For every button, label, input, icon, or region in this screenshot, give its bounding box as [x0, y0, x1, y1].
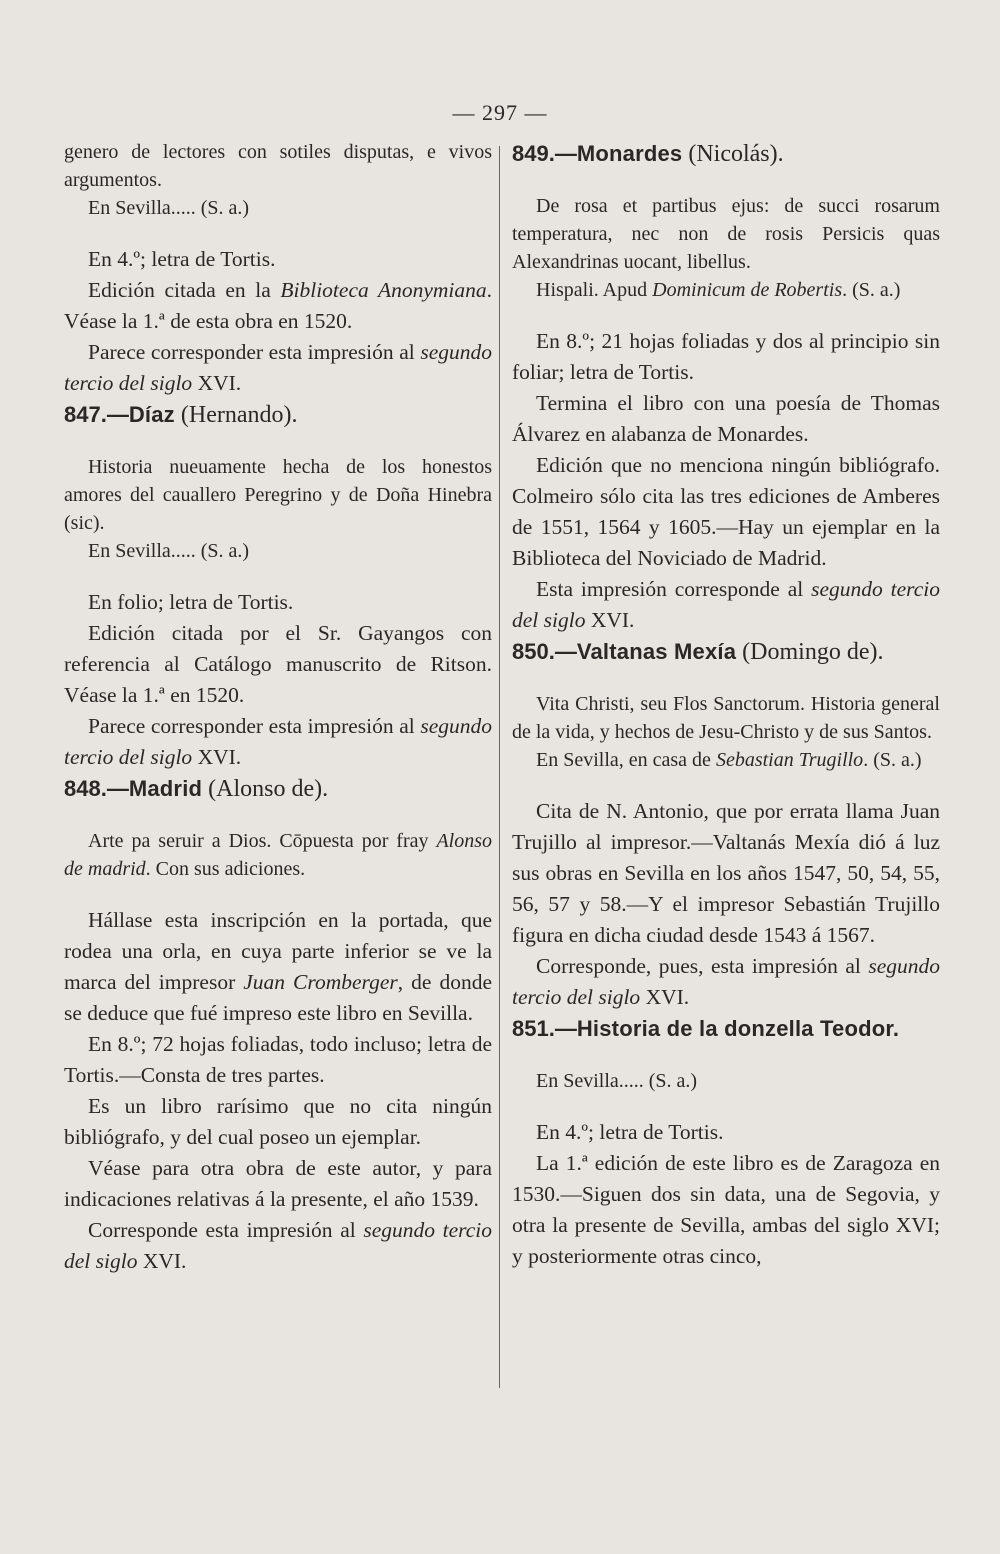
- entry-848-rarity: Es un libro rarísimo que no cita ningún bibliógrafo, y del cual poseo un ejemplar.: [64, 1094, 492, 1149]
- entry-851-format: En 4.º; letra de Tortis.: [536, 1120, 724, 1144]
- continuation-dating: Parece corresponder esta impresión al segundo tercio del siglo XVI.: [64, 340, 492, 395]
- entry-849-heading: 849.—Monardes (Nicolás).: [512, 141, 784, 167]
- entry-851-place: En Sevilla..... (S. a.): [536, 1070, 698, 1092]
- entry-850-imprint: En Sevilla, en casa de Sebastian Trugillo. (S. a.): [536, 749, 922, 771]
- entry-847-format: En folio; letra de Tortis.: [88, 590, 294, 614]
- entry-850-dating: Corresponde, pues, esta impresión al segundo tercio del siglo XVI.: [512, 954, 940, 1009]
- continuation-text: genero de lectores con sotiles disputas, e vivos argumentos.: [64, 141, 492, 191]
- entry-851-heading: 851.—Historia de la donzella Teodor.: [512, 1016, 900, 1041]
- continuation-place: En Sevilla..... (S. a.): [88, 197, 250, 219]
- right-column: [512, 138, 940, 1272]
- entry-849-content: Termina el libro con una poesía de Thomas Álvarez en alabanza de Monardes.: [512, 391, 940, 446]
- left-column: [64, 138, 492, 1277]
- entry-851-note: La 1.ª edición de este libro es de Zaragoza en 1530.—Siguen dos sin data, una de Segovia, y otra la presente de Sevilla, ambas del siglo XVI; y posteriormente otras cinco,: [512, 1151, 940, 1268]
- entry-848-title: Arte pa seruir a Dios. Cōpuesta por fray Alonso de madrid. Con sus adiciones.: [64, 830, 492, 880]
- entry-849-imprint: Hispali. Apud Dominicum de Robertis. (S. a.): [536, 279, 901, 301]
- continuation-edition: Edición citada en la Biblioteca Anonymiana. Véase la 1.ª de esta obra en 1520.: [64, 278, 492, 333]
- entry-847-heading: 847.—Díaz (Hernando).: [64, 402, 298, 428]
- entry-848-description: Hállase esta inscripción en la portada, que rodea una orla, en cuya parte inferior se ve la marca del impresor Juan Cromberger, de donde se deduce que fué impreso este libro en Sevilla.: [64, 908, 492, 1025]
- entry-850-note: Cita de N. Antonio, que por errata llama Juan Trujillo al impresor.—Valtanás Mexía dió á luz sus obras en Sevilla en los años 1547, 50, 54, 55, 56, 57 y 58.—Y el impresor Sebastián Trujillo figura en dicha ciudad desde 1543 á 1567.: [512, 799, 940, 947]
- entry-849-format: En 8.º; 21 hojas foliadas y dos al principio sin foliar; letra de Tortis.: [512, 329, 940, 384]
- entry-850-title: Vita Christi, seu Flos Sanctorum. Historia general de la vida, y hechos de Jesu-Christo y de sus Santos.: [512, 693, 940, 743]
- page-number: — 297 —: [452, 100, 548, 125]
- entry-848-format: En 8.º; 72 hojas foliadas, todo incluso; letra de Tortis.—Consta de tres partes.: [64, 1032, 492, 1087]
- entry-848-dating: Corresponde esta impresión al segundo tercio del siglo XVI.: [64, 1218, 492, 1273]
- entry-848-see-also: Véase para otra obra de este autor, y para indicaciones relativas á la presente, el año 1539.: [64, 1156, 492, 1211]
- entry-847-place: En Sevilla..... (S. a.): [88, 540, 250, 562]
- entry-849-note: Edición que no menciona ningún bibliógrafo. Colmeiro sólo cita las tres ediciones de Amberes de 1551, 1564 y 1605.—Hay un ejemplar en la Biblioteca del Noviciado de Madrid.: [512, 453, 940, 570]
- column-divider: [499, 146, 500, 1388]
- entry-850-heading: 850.—Valtanas Mexía (Domingo de).: [512, 639, 884, 665]
- entry-847-title: Historia nueuamente hecha de los honestos amores del cauallero Peregrino y de Doña Hinebra (sic).: [64, 456, 492, 534]
- entry-849-title: De rosa et partibus ejus: de succi rosarum temperatura, nec non de rosis Persicis quas Alexandrinas uocant, libellus.: [512, 195, 940, 273]
- entry-848-heading: 848.—Madrid (Alonso de).: [64, 776, 329, 802]
- entry-847-dating: Parece corresponder esta impresión al segundo tercio del siglo XVI.: [64, 714, 492, 769]
- continuation-format: En 4.º; letra de Tortis.: [88, 247, 276, 271]
- entry-849-dating: Esta impresión corresponde al segundo tercio del siglo XVI.: [512, 577, 940, 632]
- entry-847-note: Edición citada por el Sr. Gayangos con referencia al Catálogo manuscrito de Ritson. Véase la 1.ª en 1520.: [64, 621, 492, 707]
